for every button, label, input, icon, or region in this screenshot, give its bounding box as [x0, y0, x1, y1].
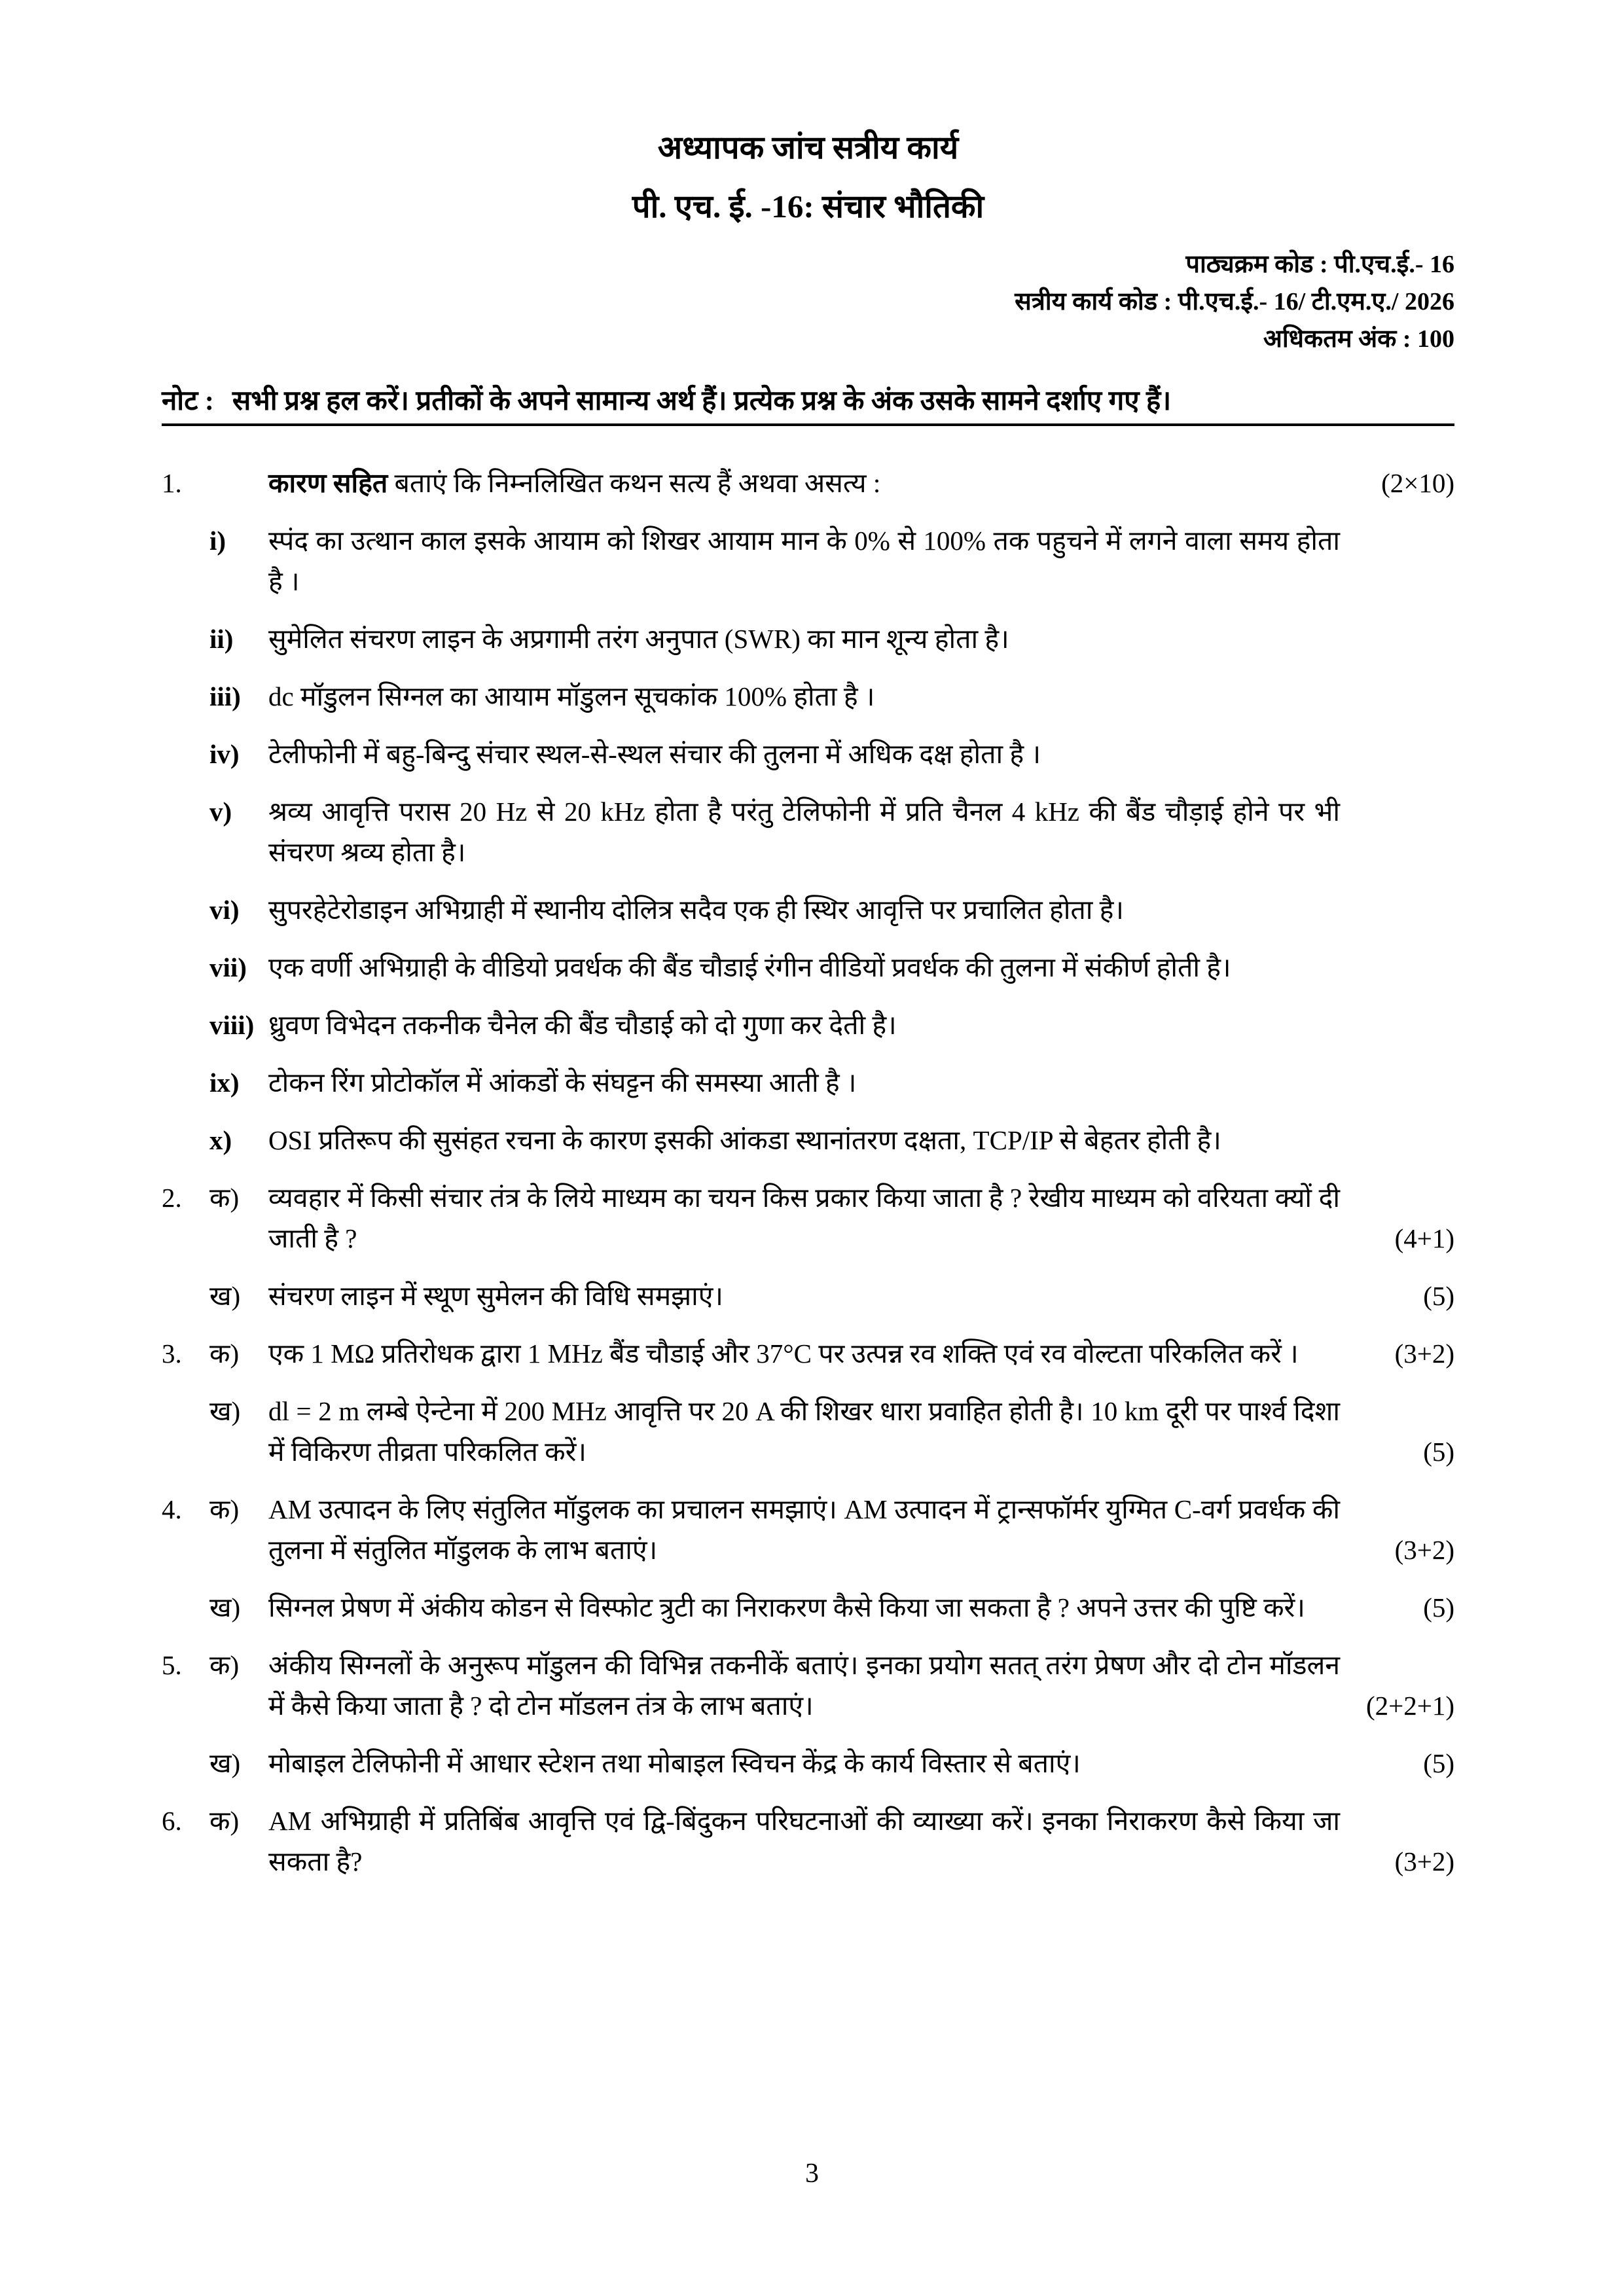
question-marks: (4+1)	[1394, 1223, 1454, 1253]
question-number	[162, 1743, 209, 1784]
question-row	[162, 1062, 1454, 1103]
question-text: dc मॉडुलन सिग्नल का आयाम मॉडुलन सूचकांक 100% होता है ।	[268, 681, 875, 711]
question-number: 6.	[162, 1806, 182, 1836]
question-letter: क)	[209, 1183, 240, 1213]
page-title: अध्यापक जांच सत्रीय कार्य	[657, 130, 959, 166]
question-marks: (2×10)	[1381, 468, 1454, 498]
question-row	[162, 1645, 1454, 1726]
question-text-rest: बताएं कि निम्नलिखित कथन सत्य हैं अथवा असत्य :	[388, 468, 881, 498]
question-letter: x)	[209, 1125, 232, 1155]
question-number	[162, 1005, 209, 1045]
question-letter: v)	[209, 797, 232, 827]
question-marks: (2+2+1)	[1365, 1691, 1454, 1721]
question-letter: iii)	[209, 681, 241, 711]
question-number	[162, 1276, 209, 1316]
question-number: 3.	[162, 1338, 182, 1369]
question-marks: (3+2)	[1394, 1338, 1454, 1369]
question-row	[162, 1801, 1454, 1882]
question-text: सुमेलित संचरण लाइन के अप्रगामी तरंग अनुपात (SWR) का मान शून्य होता है।	[268, 624, 1009, 654]
question-number	[162, 1391, 209, 1472]
question-number: 2.	[162, 1183, 182, 1213]
question-row	[162, 1587, 1454, 1628]
question-number	[162, 619, 209, 659]
question-text: OSI प्रतिरूप की सुसंहत रचना के कारण इसकी आंकडा स्थानांतरण दक्षता, TCP/IP से बेहतर होती है।	[268, 1125, 1221, 1155]
question-text: एक वर्णी अभिग्राही के वीडियो प्रवर्धक की बैंड चौडाई रंगीन वीडियों प्रवर्धक की तुलना में संकीर्ण होती है।	[268, 952, 1231, 982]
question-marks: (5)	[1423, 1437, 1454, 1467]
question-number	[162, 1120, 209, 1160]
question-row	[162, 463, 1454, 503]
note-text: सभी प्रश्न हल करें। प्रतीकों के अपने सामान्य अर्थ हैं। प्रत्येक प्रश्न के अंक उसके सामने दर्शाए गए हैं।	[232, 386, 1172, 416]
question-row	[162, 1177, 1454, 1259]
max-marks-line: अधिकतम अंक : 100	[1263, 325, 1454, 353]
question-number	[162, 734, 209, 774]
question-letter: iv)	[209, 739, 240, 769]
question-row	[162, 791, 1454, 872]
question-row	[162, 1120, 1454, 1160]
question-letter: ख)	[209, 1748, 241, 1778]
question-letter: क)	[209, 1494, 240, 1524]
question-letter: क)	[209, 1806, 240, 1836]
question-text: टेलीफोनी में बहु-बिन्दु संचार स्थल-से-स्थल संचार की तुलना में अधिक दक्ष होता है ।	[268, 739, 1041, 769]
question-number	[162, 947, 209, 988]
questions-list	[162, 463, 1454, 1882]
question-letter: ix)	[209, 1067, 240, 1098]
course-code-line: पाठ्यक्रम कोड : पी.एच.ई.- 16	[1185, 251, 1454, 278]
question-row	[162, 1743, 1454, 1784]
question-letter: ख)	[209, 1281, 241, 1311]
question-row	[162, 676, 1454, 717]
question-text: व्यवहार में किसी संचार तंत्र के लिये माध्यम का चयन किस प्रकार किया जाता है ? रेखीय माध्यम को वरियता क्यों दी जाती है ?	[268, 1183, 1340, 1253]
divider-rule	[162, 423, 1454, 426]
question-letter: क)	[209, 1650, 240, 1680]
note-label: नोट :	[162, 386, 214, 416]
question-number: 4.	[162, 1494, 182, 1524]
question-number	[162, 791, 209, 872]
question-text: AM अभिग्राही में प्रतिबिंब आवृत्ति एवं द्वि-बिंदुकन परिघटनाओं की व्याख्या करें। इनका निराकरण कैसे किया जा सकता है?	[268, 1806, 1340, 1876]
question-number: 1.	[162, 468, 182, 498]
question-row	[162, 1276, 1454, 1316]
question-row	[162, 1489, 1454, 1570]
page-subtitle: पी. एच. ई. -16: संचार भौतिकी	[632, 188, 984, 224]
question-number	[162, 1587, 209, 1628]
question-row	[162, 889, 1454, 930]
question-number: 5.	[162, 1650, 182, 1680]
question-marks: (5)	[1423, 1281, 1454, 1311]
question-text: सिग्नल प्रेषण में अंकीय कोडन से विस्फोट त्रुटी का निराकरण कैसे किया जा सकता है ? अपने उत्तर की पुष्टि करें।	[268, 1592, 1305, 1623]
question-letter: i)	[209, 526, 226, 556]
question-row	[162, 1391, 1454, 1472]
question-letter: viii)	[209, 1010, 255, 1040]
question-text-bold: कारण सहित	[268, 468, 388, 498]
assignment-code-line: सत्रीय कार्य कोड : पी.एच.ई.- 16/ टी.एम.ए./ 2026	[1015, 288, 1454, 315]
question-text	[268, 463, 1340, 503]
question-text: मोबाइल टेलिफोनी में आधार स्टेशन तथा मोबाइल स्विचन केंद्र के कार्य विस्तार से बताएं।	[268, 1748, 1081, 1778]
note-paragraph	[162, 382, 1454, 421]
question-letter: vii)	[209, 952, 247, 982]
question-letter: क)	[209, 1338, 240, 1369]
question-letter: ख)	[209, 1592, 241, 1623]
question-marks: (3+2)	[1394, 1535, 1454, 1565]
question-text: एक 1 MΩ प्रतिरोधक द्वारा 1 MHz बैंड चौडाई और 37°C पर उत्पन्न रव शक्ति एवं रव वोल्टता परिकलित करें ।	[268, 1338, 1299, 1369]
question-letter	[209, 463, 268, 503]
question-number	[162, 520, 209, 601]
header-info-block	[162, 246, 1454, 358]
question-text: ध्रुवण विभेदन तकनीक चैनेल की बैंड चौडाई को दो गुणा कर देती है।	[268, 1010, 897, 1040]
question-row	[162, 1333, 1454, 1374]
question-marks: (5)	[1423, 1592, 1454, 1623]
question-letter: vi)	[209, 895, 240, 925]
question-number	[162, 676, 209, 717]
question-text: टोकन रिंग प्रोटोकॉल में आंकडों के संघट्टन की समस्या आती है ।	[268, 1067, 857, 1098]
question-letter: ii)	[209, 624, 234, 654]
question-text: श्रव्य आवृत्ति परास 20 Hz से 20 kHz होता है परंतु टेलिफोनी में प्रति चैनल 4 kHz की बैंड चौड़ाई होने पर भी संचरण श्रव्य होता है।	[268, 797, 1340, 867]
question-marks: (5)	[1423, 1748, 1454, 1778]
question-number	[162, 889, 209, 930]
question-text: संचरण लाइन में स्थूण सुमेलन की विधि समझाएं।	[268, 1281, 723, 1311]
question-row	[162, 1005, 1454, 1045]
question-text: स्पंद का उत्थान काल इसके आयाम को शिखर आयाम मान के 0% से 100% तक पहुचने में लगने वाला समय होता है ।	[268, 526, 1340, 596]
question-text: सुपरहेटेरोडाइन अभिग्राही में स्थानीय दोलित्र सदैव एक ही स्थिर आवृत्ति पर प्रचालित होता है।	[268, 895, 1124, 925]
question-letter: ख)	[209, 1396, 241, 1426]
question-row	[162, 734, 1454, 774]
question-row	[162, 619, 1454, 659]
page-number: 3	[805, 2159, 819, 2189]
question-row	[162, 520, 1454, 601]
question-number	[162, 1062, 209, 1103]
question-text: dl = 2 m लम्बे ऐन्टेना में 200 MHz आवृत्ति पर 20 A की शिखर धारा प्रवाहित होती है। 10 km दूरी पर पार्श्व दिशा में विकिरण तीव्रता परिकलित करें।	[268, 1396, 1340, 1467]
question-row	[162, 947, 1454, 988]
question-text: अंकीय सिग्नलों के अनुरूप मॉडुलन की विभिन्न तकनीकें बताएं। इनका प्रयोग सतत् तरंग प्रेषण और दो टोन मॉडलन में कैसे किया जाता है ? दो टोन मॉडलन तंत्र के लाभ बताएं।	[268, 1650, 1340, 1721]
question-marks: (3+2)	[1394, 1846, 1454, 1876]
question-text: AM उत्पादन के लिए संतुलित मॉडुलक का प्रचालन समझाएं। AM उत्पादन में ट्रान्सफॉर्मर युग्मित C-वर्ग प्रवर्धक की तुलना में संतुलित मॉडुलक के लाभ बताएं।	[268, 1494, 1340, 1565]
